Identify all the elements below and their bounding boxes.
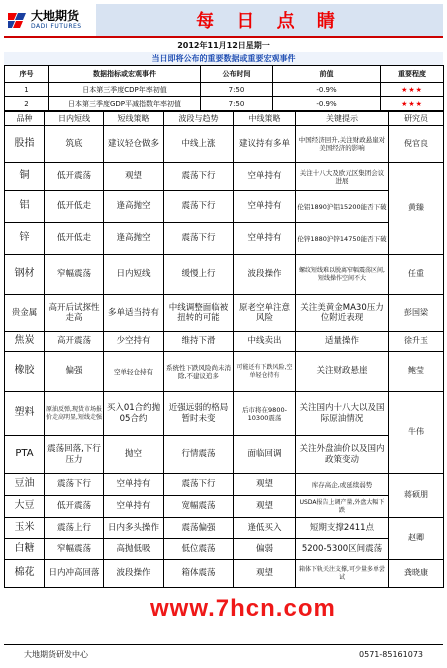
col-short-strategy: 短线策略 [104,112,164,126]
intraday-cell: 偏强 [45,352,104,392]
report-header [4,4,443,38]
short-strategy-cell: 空单持有 [104,496,164,518]
company-logo [4,4,96,36]
event-name: 日本第三季度CDP年率初值 [49,83,201,97]
intraday-cell: 窄幅震荡 [45,255,104,295]
commodity-name: 大豆 [5,496,45,518]
table-row [5,496,444,518]
commodity-name: 铝 [5,191,45,223]
table-row [5,255,444,295]
short-strategy-cell: 日内短线 [104,255,164,295]
key-tips-cell: 伦锌1880沪锌14750能否下破 [296,223,389,255]
short-strategy-cell: 波段操作 [104,560,164,588]
intraday-cell: 原油反弹,现货市场报价走高明显,短线走强 [45,392,104,436]
commodity-name: 棉花 [5,560,45,588]
title-banner [96,4,443,36]
importance-stars: ★★★ [381,97,444,111]
key-tips-cell: 关注财政悬崖 [296,352,389,392]
intraday-cell: 窄幅震荡 [45,539,104,560]
short-strategy-cell: 抛空 [104,436,164,474]
short-strategy-cell: 多单适当持有 [104,295,164,332]
researcher-cell: 鲍莹 [389,352,444,392]
logo-english-name: DADI FUTURES [31,23,82,30]
event-row [5,83,444,97]
intraday-cell: 震荡下行 [45,474,104,496]
table-row [5,163,444,191]
intraday-cell: 筑底 [45,126,104,163]
table-row [5,191,444,223]
mid-strategy-cell: 观望 [234,474,296,496]
intraday-cell: 低开低走 [45,223,104,255]
footer-department: 大地期货研发中心 [24,650,88,659]
researcher-cell: 牛伟 [389,392,444,474]
strategy-header-row [5,112,444,126]
events-col-importance: 重要程度 [381,66,444,83]
report-date: 2012年11月12日星期一 [177,41,270,50]
trend-cell: 中线调整面临被扭转的可能 [164,295,234,332]
table-row [5,474,444,496]
table-row [5,560,444,588]
mid-strategy-cell: 可能还有下跌风险,空单轻仓持有 [234,352,296,392]
site-watermark: www.7hcn.com [150,595,336,622]
researcher-cell: 黄臻 [389,163,444,255]
researcher-cell: 龚晓康 [389,560,444,588]
mid-strategy-cell: 逢低买入 [234,518,296,539]
trend-cell: 行情震荡 [164,436,234,474]
table-row [5,539,444,560]
event-name: 日本第三季度GDP平减指数年率初值 [49,97,201,111]
event-time: 7:50 [201,97,273,111]
trend-cell: 震荡下行 [164,223,234,255]
dadi-logo-icon [6,9,28,31]
short-strategy-cell: 逢高抛空 [104,191,164,223]
key-tips-cell: 关注美黄金MA30压力位附近表现 [296,295,389,332]
events-col-time: 公布时间 [201,66,273,83]
short-strategy-cell: 买入01合约抛05合约 [104,392,164,436]
table-row [5,352,444,392]
table-row [5,223,444,255]
event-time: 7:50 [201,83,273,97]
report-title: 每 日 点 睛 [196,11,343,32]
intraday-cell: 高开震荡 [45,332,104,352]
event-index: 2 [5,97,49,111]
mid-strategy-cell: 空单持有 [234,191,296,223]
intraday-cell: 震荡上行 [45,518,104,539]
table-row [5,295,444,332]
key-tips-cell: 库存高企,或延续弱势 [296,474,389,496]
key-tips-cell: 5200-5300区间震荡 [296,539,389,560]
mid-strategy-cell: 原老空单注意风险 [234,295,296,332]
commodity-name: 白糖 [5,539,45,560]
col-intraday: 日内短线 [45,112,104,126]
footer-phone: 0571-85161073 [359,650,423,659]
mid-strategy-cell: 中线卖出 [234,332,296,352]
trend-cell: 近强远弱的格局暂时未变 [164,392,234,436]
logo-chinese-name: 大地期货 [31,9,80,23]
macro-events-table [4,65,444,111]
short-strategy-cell: 建议轻仓做多 [104,126,164,163]
mid-strategy-cell: 空单持有 [234,163,296,191]
researcher-cell: 徐升玉 [389,332,444,352]
event-previous: -0.9% [273,97,381,111]
mid-strategy-cell: 后市将在9800-10300震荡 [234,392,296,436]
commodity-name: 股指 [5,126,45,163]
intraday-cell: 低开震荡 [45,496,104,518]
key-tips-cell: 螺纹短线难以脱离窄幅震荡区间,短线操作空间不大 [296,255,389,295]
report-footer [4,644,443,664]
events-col-previous: 前值 [273,66,381,83]
commodity-name: 钢材 [5,255,45,295]
short-strategy-cell: 高抛低吸 [104,539,164,560]
events-col-event: 数据指标或宏观事件 [49,66,201,83]
mid-strategy-cell: 偏弱 [234,539,296,560]
event-previous: -0.9% [273,83,381,97]
commodity-name: 豆油 [5,474,45,496]
col-trend: 波段与趋势 [164,112,234,126]
key-tips-cell: 伦铝1890沪铝15200能否下破 [296,191,389,223]
key-tips-cell: USDA报告上调产量,外盘大幅下跌 [296,496,389,518]
event-row [5,97,444,111]
key-tips-cell: 箱体下轨关注支撑,可少量多单尝试 [296,560,389,588]
key-tips-cell: 中国经济回升,关注财政悬崖对美国经济的影响 [296,126,389,163]
short-strategy-cell: 日内多头操作 [104,518,164,539]
key-tips-cell: 关注国内十八大以及国际原油情况 [296,392,389,436]
commodity-name: PTA [5,436,45,474]
trend-cell: 中线上涨 [164,126,234,163]
events-subtitle: 当日即将公布的重要数据或重要宏观事件 [4,52,443,65]
events-header-row [5,66,444,83]
mid-strategy-cell: 观望 [234,496,296,518]
table-row [5,518,444,539]
short-strategy-cell: 少空持有 [104,332,164,352]
commodity-name: 铜 [5,163,45,191]
mid-strategy-cell: 建议持有多单 [234,126,296,163]
key-tips-cell: 适量操作 [296,332,389,352]
commodity-name: 锌 [5,223,45,255]
events-col-index: 序号 [5,66,49,83]
key-tips-cell: 关注外盘油价以及国内政策变动 [296,436,389,474]
short-strategy-cell: 逢高抛空 [104,223,164,255]
col-researcher: 研究员 [389,112,444,126]
commodity-strategy-table [4,111,444,588]
trend-cell: 维持下滑 [164,332,234,352]
trend-cell: 震荡下行 [164,474,234,496]
key-tips-cell: 关注十八大及欧元区集团会议进展 [296,163,389,191]
trend-cell: 箱体震荡 [164,560,234,588]
table-row [5,392,444,436]
col-commodity: 品种 [5,112,45,126]
trend-cell: 宽幅震荡 [164,496,234,518]
intraday-cell: 震荡回落,下行压力 [45,436,104,474]
short-strategy-cell: 观望 [104,163,164,191]
intraday-cell: 高开后试探性走高 [45,295,104,332]
commodity-name: 塑料 [5,392,45,436]
mid-strategy-cell: 面临回调 [234,436,296,474]
commodity-name: 玉米 [5,518,45,539]
intraday-cell: 低开震荡 [45,163,104,191]
trend-cell: 低位震荡 [164,539,234,560]
mid-strategy-cell: 观望 [234,560,296,588]
table-row [5,332,444,352]
event-index: 1 [5,83,49,97]
commodity-name: 贵金属 [5,295,45,332]
intraday-cell: 日内冲高回落 [45,560,104,588]
short-strategy-cell: 空单轻仓持有 [104,352,164,392]
table-row [5,436,444,474]
trend-cell: 震荡下行 [164,163,234,191]
researcher-cell: 彭国梁 [389,295,444,332]
short-strategy-cell: 空单持有 [104,474,164,496]
mid-strategy-cell: 空单持有 [234,223,296,255]
researcher-cell: 赵卿 [389,518,444,560]
importance-stars: ★★★ [381,83,444,97]
trend-cell: 系统性下跌风险尚未消除,不建议追多 [164,352,234,392]
researcher-cell: 倪官良 [389,126,444,163]
researcher-cell: 任重 [389,255,444,295]
mid-strategy-cell: 波段操作 [234,255,296,295]
col-mid-strategy: 中线策略 [234,112,296,126]
trend-cell: 震荡下行 [164,191,234,223]
trend-cell: 缓慢上行 [164,255,234,295]
col-key-tips: 关键提示 [296,112,389,126]
intraday-cell: 低开低走 [45,191,104,223]
commodity-name: 焦炭 [5,332,45,352]
trend-cell: 震荡偏强 [164,518,234,539]
key-tips-cell: 短期支撑2411点 [296,518,389,539]
researcher-cell: 蒋硕朋 [389,474,444,518]
commodity-name: 橡胶 [5,352,45,392]
table-row [5,126,444,163]
